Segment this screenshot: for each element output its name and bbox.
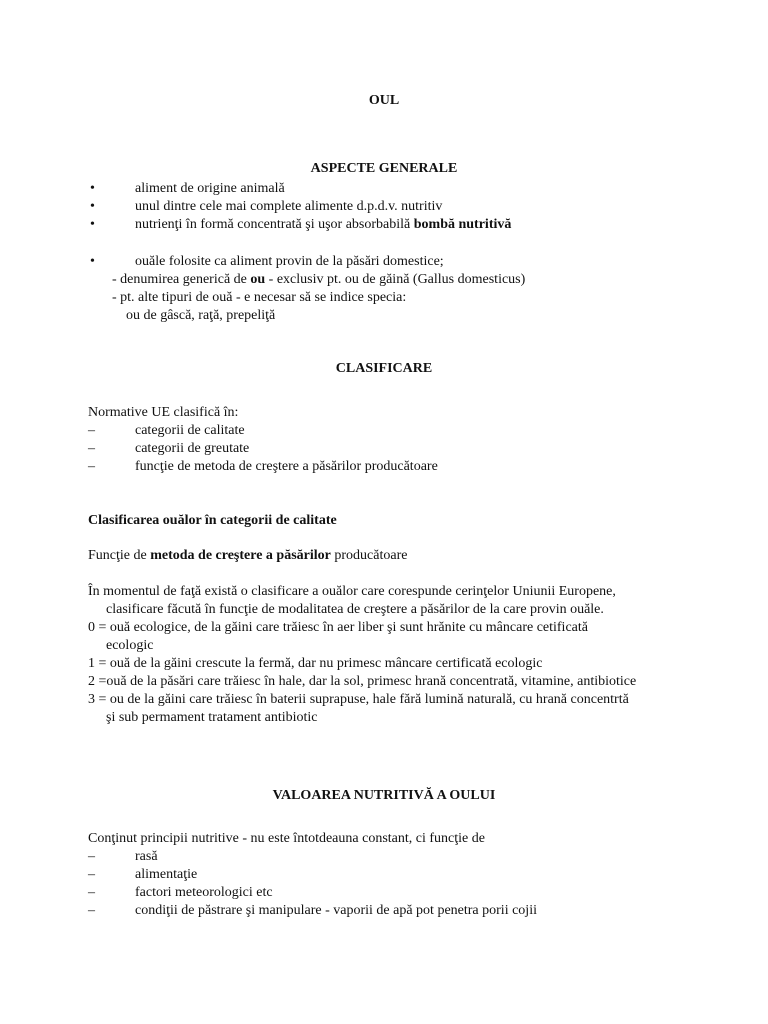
category-line: 1 = ouă de la găini crescute la fermă, dar nu primesc mâncare certificată ecologic: [88, 656, 543, 671]
dash-icon: –: [88, 459, 95, 474]
bullet-icon: •: [90, 254, 95, 269]
paragraph-line: În momentul de faţă există o clasificare a ouălor care corespunde cerinţelor Uniunii Europene,: [88, 584, 616, 599]
list-item-text: rasă: [135, 849, 158, 864]
list-item-text: factori meteorologici etc: [135, 885, 273, 900]
bullet-icon: •: [90, 181, 95, 196]
text-part: Funcţie de: [88, 548, 151, 563]
category-line: 3 = ou de la găini care trăiesc în baterii suprapuse, hale fără lumină naturală, cu hrană concentrtă: [88, 692, 629, 707]
list-item-text: [135, 216, 511, 234]
category-line: 0 = ouă ecologice, de la găini care trăiesc în aer liber şi sunt hrănite cu mâncare cetificată: [88, 620, 588, 635]
section-heading-classification: CLASIFICARE: [335, 361, 433, 376]
category-line: ecologic: [106, 638, 154, 653]
subheading: Clasificarea ouălor în categorii de calitate: [88, 513, 337, 528]
bold-word: ou: [250, 272, 266, 287]
dash-icon: –: [88, 867, 95, 882]
text-part: producătoare: [330, 548, 408, 563]
section-heading-nutrition: VALOAREA NUTRITIVĂ A OULUI: [272, 788, 496, 803]
list-item-text: categorii de greutate: [135, 441, 250, 456]
list-item-text: ouăle folosite ca aliment provin de la păsări domestice;: [135, 254, 444, 269]
bullet-icon: •: [90, 217, 95, 232]
paragraph-intro: Normative UE clasifică în:: [88, 405, 239, 420]
dash-icon: –: [88, 423, 95, 438]
text-line: - pt. alte tipuri de ouă - e necesar să se indice specia:: [112, 290, 407, 305]
bold-phrase: bombă nutritivă: [413, 217, 512, 232]
paragraph-intro: Conţinut principii nutritive - nu este întotdeauna constant, ci funcţie de: [88, 831, 485, 846]
list-item-text: condiţii de păstrare şi manipulare - vaporii de apă pot penetra porii cojii: [135, 903, 537, 918]
category-line: 2 =ouă de la păsări care trăiesc în hale, dar la sol, primesc hrană concentrată, vitamine, antibiotice: [88, 674, 637, 689]
list-item-text-part: nutrienţi în formă concentrată şi uşor absorbabilă: [135, 217, 411, 232]
section-heading-general: ASPECTE GENERALE: [310, 161, 458, 176]
text-line: ou de gâscă, raţă, prepeliţă: [126, 308, 276, 323]
dash-icon: –: [88, 903, 95, 918]
list-item-text: alimentaţie: [135, 867, 198, 882]
dash-icon: –: [88, 885, 95, 900]
text-part: - exclusiv pt. ou de găină (Gallus domesticus): [265, 272, 526, 287]
bullet-icon: •: [90, 199, 95, 214]
list-item-text: funcţie de metoda de creştere a păsărilor producătoare: [135, 459, 438, 474]
paragraph-line: clasificare făcută în funcţie de modalitatea de creştere a păsărilor de la care provin ouăle.: [106, 602, 604, 617]
bold-phrase: metoda de creştere a păsărilor: [150, 548, 331, 563]
list-item-text: unul dintre cele mai complete alimente d.p.d.v. nutritiv: [135, 199, 443, 214]
dash-icon: –: [88, 849, 95, 864]
list-item-text: aliment de origine animală: [135, 181, 285, 196]
text-line: [112, 271, 525, 289]
list-item-text: categorii de calitate: [135, 423, 245, 438]
category-line: şi sub permament tratament antibiotic: [106, 710, 318, 725]
text-line: [88, 547, 407, 565]
text-part: - denumirea generică de: [112, 272, 251, 287]
dash-icon: –: [88, 441, 95, 456]
document-title: OUL: [368, 93, 400, 108]
